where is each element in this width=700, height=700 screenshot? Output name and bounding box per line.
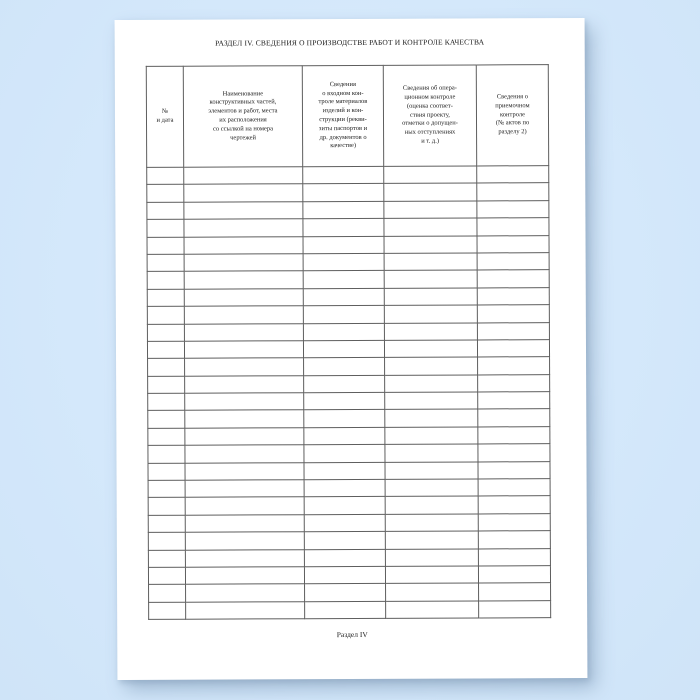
table-cell-empty <box>185 375 304 393</box>
table-cell-empty <box>184 323 303 341</box>
table-cell-empty <box>185 532 304 550</box>
table-cell-empty <box>186 584 305 602</box>
table-cell-empty <box>477 340 549 358</box>
table-cell-empty <box>304 479 385 497</box>
table-cell-empty <box>478 409 550 427</box>
table-cell-empty <box>147 237 184 255</box>
table-cell-empty <box>148 376 185 394</box>
table-row <box>148 513 550 532</box>
table-cell-empty <box>384 201 477 219</box>
table-row <box>148 409 550 428</box>
table-cell-empty <box>185 462 304 480</box>
table-cell-empty <box>303 166 384 184</box>
table-row <box>147 200 549 219</box>
table-cell-empty <box>148 550 185 568</box>
table-cell-empty <box>185 393 304 411</box>
table-row <box>148 392 550 411</box>
table-row <box>149 583 551 602</box>
table-cell-empty <box>303 323 384 341</box>
table-cell-empty <box>477 322 549 340</box>
table-cell-empty <box>148 428 185 446</box>
table-cell-empty <box>479 583 551 601</box>
table-row <box>147 340 549 359</box>
table-cell-empty <box>303 305 384 323</box>
table-cell-empty <box>304 514 385 532</box>
table-cell-empty <box>184 306 303 324</box>
table-cell-empty <box>385 427 478 445</box>
table-row <box>147 253 549 272</box>
table-cell-empty <box>184 288 303 306</box>
table-cell-empty <box>304 549 385 567</box>
table-cell-empty <box>184 236 303 254</box>
table-row <box>147 270 549 289</box>
table-cell-empty <box>478 357 550 375</box>
table-cell-empty <box>477 287 549 305</box>
table-cell-empty <box>184 219 303 237</box>
table-cell-empty <box>185 358 304 376</box>
table-cell-empty <box>477 166 549 184</box>
table-cell-empty <box>386 601 479 619</box>
table-cell-empty <box>184 341 303 359</box>
table-cell-empty <box>478 531 550 549</box>
table-cell-empty <box>303 184 384 202</box>
table-cell-empty <box>147 324 184 342</box>
table-cell-empty <box>304 410 385 428</box>
table-cell-empty <box>384 270 477 288</box>
table-row <box>147 235 549 254</box>
table-cell-empty <box>303 201 384 219</box>
table-cell-empty <box>303 271 384 289</box>
table-cell-empty <box>304 427 385 445</box>
table-cell-empty <box>385 462 478 480</box>
table-cell-empty <box>304 445 385 463</box>
table-cell-empty <box>186 601 305 619</box>
table-cell-empty <box>304 358 385 376</box>
table-row <box>149 600 551 619</box>
table-cell-empty <box>478 426 550 444</box>
table-cell-empty <box>385 549 478 567</box>
table-cell-empty <box>147 289 184 307</box>
quality-control-table <box>146 64 551 620</box>
table-cell-empty <box>384 288 477 306</box>
col-header-structural-parts-name: Наименование конструктивных частей, элементов и работ, места их расположения со ссылкой на номера чертежей <box>183 66 302 168</box>
table-cell-empty <box>479 600 551 618</box>
table-row <box>148 479 550 498</box>
table-row <box>148 357 550 376</box>
table-row <box>147 322 549 341</box>
table-cell-empty <box>303 288 384 306</box>
table-cell-empty <box>304 566 385 584</box>
table-cell-empty <box>384 166 477 184</box>
table-cell-empty <box>477 200 549 218</box>
table-row <box>148 426 550 445</box>
table-cell-empty <box>384 340 477 358</box>
table-cell-empty <box>184 167 303 185</box>
table-cell-empty <box>148 445 185 463</box>
table-cell-empty <box>477 183 549 201</box>
table-cell-empty <box>148 532 185 550</box>
table-cell-empty <box>147 306 184 324</box>
table-cell-empty <box>148 567 185 585</box>
table-row <box>147 305 549 324</box>
table-cell-empty <box>385 566 478 584</box>
table-cell-empty <box>185 549 304 567</box>
table-cell-empty <box>184 201 303 219</box>
table-cell-empty <box>148 480 185 498</box>
table-cell-empty <box>149 602 186 620</box>
table-cell-empty <box>384 305 477 323</box>
table-cell-empty <box>384 183 477 201</box>
table-cell-empty <box>478 513 550 531</box>
table-cell-empty <box>185 410 304 428</box>
table-cell-empty <box>303 236 384 254</box>
table-cell-empty <box>477 305 549 323</box>
table-cell-empty <box>478 374 550 392</box>
table-cell-empty <box>478 479 550 497</box>
table-cell-empty <box>184 184 303 202</box>
table-body <box>147 166 551 620</box>
table-cell-empty <box>385 514 478 532</box>
table-cell-empty <box>304 532 385 550</box>
table-header-row <box>146 65 548 168</box>
col-header-incoming-control: Сведения о входном кон- троле материалов изделий и кон- струкции (рекви- зиты паспортов и др. документов о качестве) <box>302 65 383 166</box>
table-cell-empty <box>149 585 186 603</box>
table-cell-empty <box>304 497 385 515</box>
table-cell-empty <box>147 272 184 290</box>
table-cell-empty <box>385 392 478 410</box>
table-cell-empty <box>303 253 384 271</box>
table-cell-empty <box>148 463 185 481</box>
table-cell-empty <box>185 515 304 533</box>
table-cell-empty <box>386 583 479 601</box>
page-footer: Раздел IV <box>336 629 368 640</box>
table-cell-empty <box>147 219 184 237</box>
document-page <box>115 18 588 680</box>
table-cell-empty <box>305 601 386 619</box>
table-cell-empty <box>147 254 184 272</box>
table-cell-empty <box>478 392 550 410</box>
table-row <box>148 566 550 585</box>
table-cell-empty <box>384 253 477 271</box>
table-cell-empty <box>185 497 304 515</box>
table-cell-empty <box>384 236 477 254</box>
table-cell-empty <box>303 219 384 237</box>
table-cell-empty <box>385 409 478 427</box>
table-cell-empty <box>304 392 385 410</box>
table-cell-empty <box>305 584 386 602</box>
table-row <box>148 461 550 480</box>
table-cell-empty <box>148 393 185 411</box>
table-row <box>148 374 550 393</box>
col-header-number-and-date: № и дата <box>146 66 183 167</box>
table-cell-empty <box>185 428 304 446</box>
table-cell-empty <box>385 479 478 497</box>
table-cell-empty <box>478 548 550 566</box>
table-cell-empty <box>184 254 303 272</box>
table-row <box>148 531 550 550</box>
table-cell-empty <box>385 375 478 393</box>
table-row <box>148 548 550 567</box>
table-row <box>147 166 549 185</box>
table-cell-empty <box>148 359 185 377</box>
table-cell-empty <box>477 235 549 253</box>
page-title: РАЗДЕЛ IV. СВЕДЕНИЯ О ПРОИЗВОДСТВЕ РАБОТ И КОНТРОЛЕ КАЧЕСТВА <box>215 37 485 48</box>
table-row <box>147 287 549 306</box>
table-cell-empty <box>478 566 550 584</box>
table-cell-empty <box>147 185 184 203</box>
table-header <box>146 65 548 168</box>
table-cell-empty <box>384 322 477 340</box>
table-cell-empty <box>477 270 549 288</box>
table-cell-empty <box>185 445 304 463</box>
table-cell-empty <box>304 462 385 480</box>
table-row <box>147 218 549 237</box>
table-row <box>147 183 549 202</box>
table-cell-empty <box>303 340 384 358</box>
table-cell-empty <box>304 375 385 393</box>
table-cell-empty <box>385 357 478 375</box>
table-cell-empty <box>184 271 303 289</box>
table-cell-empty <box>185 567 304 585</box>
table-cell-empty <box>147 167 184 185</box>
table-cell-empty <box>385 496 478 514</box>
table-cell-empty <box>385 444 478 462</box>
table-cell-empty <box>148 498 185 516</box>
table-cell-empty <box>385 531 478 549</box>
table-cell-empty <box>384 218 477 236</box>
table-cell-empty <box>147 341 184 359</box>
table-cell-empty <box>478 496 550 514</box>
col-header-operational-control: Сведения об опера- ционном контроле (оценка соответ- ствия проекту, отметки о допущен- ных отступлениях и т. д.) <box>383 65 476 166</box>
table-row <box>148 496 550 515</box>
table-cell-empty <box>148 515 185 533</box>
table-row <box>148 444 550 463</box>
table-cell-empty <box>148 411 185 429</box>
table-cell-empty <box>478 444 550 462</box>
col-header-acceptance-control: Сведения о приемочном контроле (№ актов по разделу 2) <box>476 65 548 166</box>
table-cell-empty <box>147 202 184 220</box>
table-cell-empty <box>185 480 304 498</box>
table-cell-empty <box>477 253 549 271</box>
table-cell-empty <box>477 218 549 236</box>
table-cell-empty <box>478 461 550 479</box>
